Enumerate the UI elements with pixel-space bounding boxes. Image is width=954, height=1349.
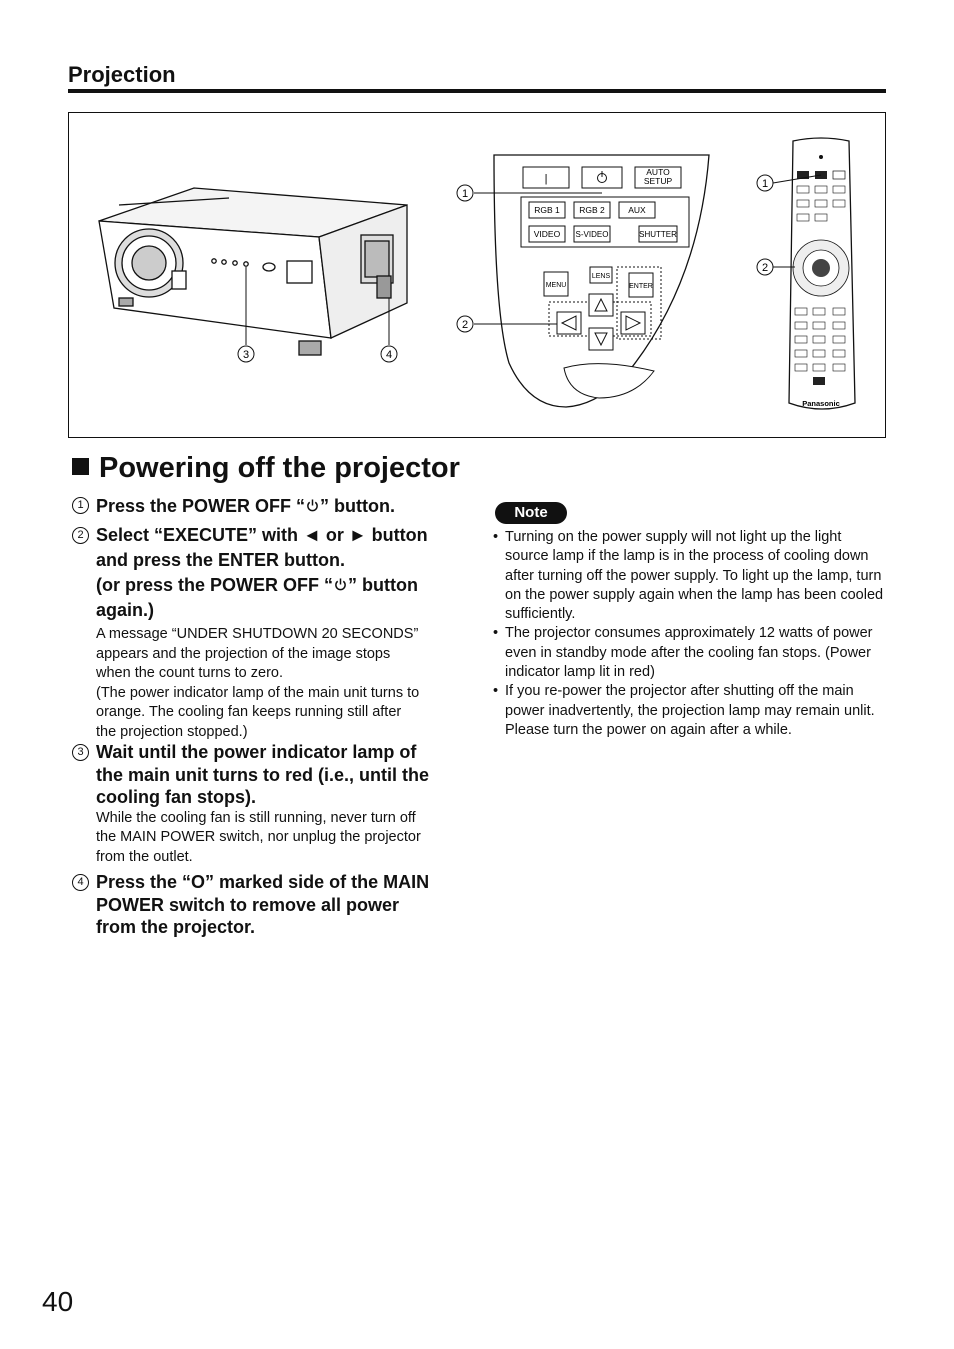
step-3	[72, 741, 472, 867]
step-3-body-line: While the cooling fan is still running, never turn off	[96, 809, 416, 826]
rgb2-label: RGB 2	[579, 205, 605, 215]
step-1-number: 1	[72, 497, 89, 514]
step-3-number: 3	[72, 744, 89, 761]
menu-label: MENU	[545, 282, 567, 289]
power-icon	[306, 499, 319, 512]
step-2-body-line: when the count turns to zero.	[96, 665, 283, 681]
projector-body	[99, 188, 407, 355]
step-2-line4: again.)	[96, 600, 155, 620]
aux-label: AUX	[628, 205, 646, 215]
lens-label: LENS	[591, 273, 611, 280]
step-2-body-line: orange. The cooling fan keeps running still after	[96, 704, 402, 720]
main-title-text: Powering off the projector	[99, 452, 460, 484]
section-header: Projection	[68, 62, 176, 87]
step-1-head-b: ” button.	[320, 496, 396, 516]
note-badge: Note	[495, 502, 567, 524]
callout-2-remote-label: 2	[761, 262, 769, 274]
step-4-number: 4	[72, 874, 89, 891]
square-bullet-icon	[72, 458, 89, 475]
auto-setup-label-1: AUTO	[646, 167, 670, 177]
note-item: • Turning on the power supply will not light up the light source lamp if the lamp is in the process of cooling down after turning off the power supply. To light up the lamp, turn on the power supply again when the lamp has been cooled sufficiently.	[493, 528, 888, 624]
main-title	[72, 452, 460, 485]
callout-3-label: 3	[242, 349, 250, 361]
step-3-body-line: from the outlet.	[96, 848, 193, 865]
callout-1-panel	[457, 185, 473, 201]
header-rule	[68, 89, 886, 93]
step-4	[72, 871, 472, 939]
step-4-head-line: POWER switch to remove all power	[96, 894, 400, 915]
step-1-head-a: Press the POWER OFF “	[96, 496, 306, 516]
callout-2-panel-label: 2	[461, 319, 469, 331]
step-1	[72, 494, 472, 519]
step-2	[72, 523, 472, 742]
note-item: • The projector consumes approximately 12 watts of power even in standby mode after the cooling fan stops. (Power indicator lamp lit in red)	[493, 624, 888, 682]
callout-2-panel	[457, 316, 473, 332]
shutter-label: SHUTTER	[639, 230, 677, 239]
callout-1-remote	[757, 175, 773, 191]
rgb1-label: RGB 1	[534, 205, 560, 215]
step-4-head-line: Press the “O” marked side of the MAIN	[96, 872, 430, 892]
remote-brand-logo: Panasonic	[802, 399, 840, 408]
step-3-head-line: cooling fan stops).	[96, 787, 256, 807]
step-2-body-line: A message “UNDER SHUTDOWN 20 SECONDS”	[96, 626, 419, 642]
callout-2-remote	[757, 259, 773, 275]
callout-1-remote-label: 1	[761, 178, 769, 190]
step-2-body-line: the projection stopped.)	[96, 723, 248, 740]
page-number: 40	[42, 1286, 74, 1317]
note-list	[493, 528, 888, 740]
step-4-head-line: from the projector.	[96, 917, 256, 937]
callout-4	[381, 346, 397, 362]
step-2-number: 2	[72, 527, 89, 544]
illustration-figure	[68, 112, 886, 438]
power-on-button-label: |	[544, 173, 548, 185]
power-icon	[334, 578, 347, 591]
svideo-label: S-VIDEO	[575, 230, 609, 239]
step-2-line3b: ” button	[348, 575, 419, 595]
step-2-body-line: appears and the projection of the image stops	[96, 645, 391, 662]
callout-1-panel-label: 1	[461, 188, 469, 200]
enter-label: ENTER	[629, 283, 653, 290]
step-3-body-line: the MAIN POWER switch, nor unplug the projector	[96, 829, 421, 845]
step-2-body-line: (The power indicator lamp of the main unit turns to	[96, 684, 420, 701]
step-2-line3a: (or press the POWER OFF “	[96, 575, 334, 595]
step-3-head-line: the main unit turns to red (i.e., until the	[96, 764, 429, 785]
callout-4-label: 4	[385, 349, 393, 361]
auto-setup-label-2: SETUP	[643, 176, 673, 186]
video-label: VIDEO	[533, 229, 561, 239]
step-2-line2: and press the ENTER button.	[96, 550, 346, 570]
projector-illustration	[69, 113, 885, 437]
callout-3	[238, 346, 254, 362]
step-3-head-line: Wait until the power indicator lamp of	[96, 742, 417, 762]
note-item: • If you re-power the projector after shutting off the main power inadvertently, the projection lamp may remain unlit. Please turn the power on again after a while.	[493, 682, 888, 740]
step-2-line1: Select “EXECUTE” with ◄ or ► button	[96, 525, 428, 545]
